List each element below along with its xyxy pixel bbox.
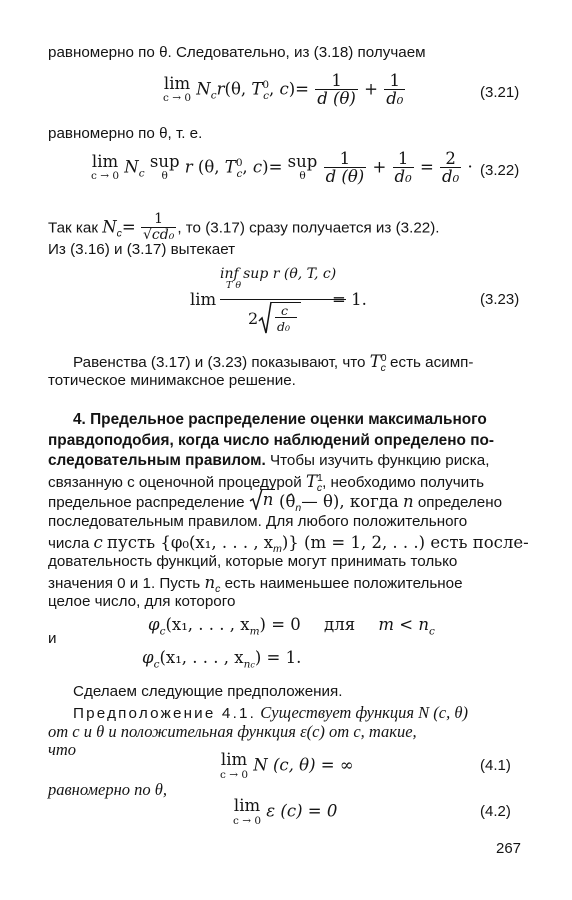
text-line-3: Так как $N_c=$ $\frac{1}{\text{√cd₀}}$ , то (3.17) сразу получается из (3.22). [48, 211, 440, 243]
section-line-3: следовательным правилом. Чтобы изучить функцию риска, [48, 452, 490, 469]
assumption-line-3: что [48, 740, 77, 759]
section-line-10: целое число, для которого [48, 593, 236, 610]
section-line-8: довательность функций, которые могут принимать только [48, 553, 458, 570]
section-line-4: связанную с оценочной процедурой $T^1_c$, необходимо получить [48, 472, 485, 495]
equation-number-3-21: (3.21) [480, 84, 520, 101]
equation-number-4-2: (4.2) [480, 803, 511, 820]
section-title-line-2: правдоподобия, когда число наблюдений определено по- [48, 432, 495, 449]
section-line-5: предельное распределение n ($\thetâ_n—$ θ), когда n определено [48, 490, 503, 515]
equation-4-2: lim c → 0 ε (c) = 0 [233, 796, 338, 827]
equation-number-4-1: (4.1) [480, 757, 511, 774]
section-title-line-1: 4. Предельное распределение оценки максимального [73, 411, 487, 428]
text-line-2: равномерно по θ, т. е. [48, 125, 203, 142]
uniform-line: равномерно по θ, [48, 780, 167, 799]
equation-number-3-22: (3.22) [480, 162, 520, 179]
equation-3-21: lim c → 0 $N_cr(\theta$, $T^0_c$, c)= $\frac{1}{d (\theta)}$ + $\frac{1}{\text{d₀}}$ [163, 71, 404, 109]
paragraph-1-line-2: тотическое минимаксное решение. [48, 372, 296, 389]
sqrt-sign-icon [249, 488, 263, 510]
equation-3-23: lim inf sup r (θ, T, c) T θ 2 c d₀ = 1. [190, 266, 367, 334]
sqrt-sign-icon [258, 301, 272, 335]
and-word: и [48, 630, 57, 647]
section-line-6: последовательным правилом. Для любого положительного [48, 513, 468, 530]
equation-4-1: lim c → 0 N (c, θ) = ∞ [220, 750, 354, 781]
section-line-7: числа c пусть {φ₀(x₁, . . . , $x_m$)} (m = 1, 2, . . .) есть после- [48, 533, 529, 556]
section-line-9: значения 0 и 1. Пусть $n_c$ есть наименьшее положительное [48, 573, 463, 596]
assumption-line-2: от с и θ и положительная функция ε(c) от с, такие, [48, 722, 417, 741]
page-number: 267 [496, 840, 522, 857]
sqrt-n: n [249, 493, 275, 509]
equation-phi-1: $\varphi_c(x_1$, . . . , $x_m) = 0$ для $m < n_c$ [148, 615, 435, 638]
equation-phi-2: $\varphi_c(x_1$, . . . , $x_{nc}) = 1$. [142, 648, 302, 671]
equation-3-22: lim c → 0 $N_c$ sup θ r (θ, $T^0_c$, c)= sup θ $\frac{1}{d (\theta)}$ + $\frac{1}{\text{d₀}}$ = $\frac{2}{\text{d₀}}$ · [91, 149, 473, 187]
assumption-line-1: Предположение 4.1. Существует функция N (c, θ) [73, 703, 468, 722]
equation-number-3-23: (3.23) [480, 291, 520, 308]
assumptions-intro: Сделаем следующие предположения. [73, 683, 343, 700]
text-line-4: Из (3.16) и (3.17) вытекает [48, 241, 236, 258]
paragraph-1-line-1: Равенства (3.17) и (3.23) показывают, что $T^0_c$ есть асимп- [73, 352, 474, 375]
text-line-1: равномерно по θ. Следовательно, из (3.18) получаем [48, 44, 426, 61]
